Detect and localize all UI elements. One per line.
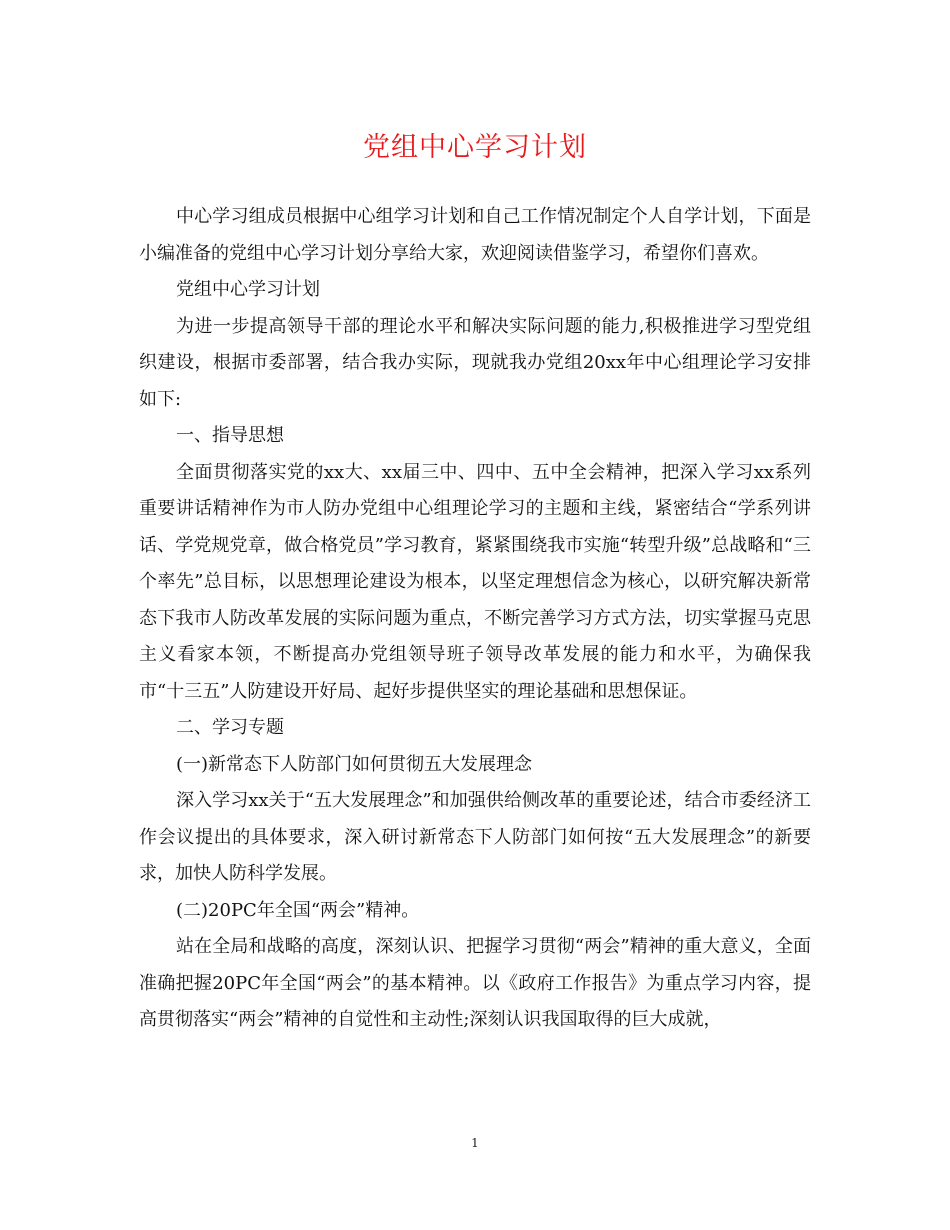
paragraph-purpose: 为进一步提高领导干部的理论水平和解决实际问题的能力,积极推进学习型党组织建设，根据市委部署，结合我办实际，现就我办党组20xx年中心组理论学习安排如下: bbox=[139, 315, 811, 410]
paragraph-guiding-thought: 全面贯彻落实党的xx大、xx届三中、四中、五中全会精神，把深入学习xx系列重要讲话精神作为市人防办党组中心组理论学习的主题和主线，紧密结合“学系列讲话、学党规党章，做合格党员”学习教育，紧紧围绕我市实施“转型升级”总战略和“三个率先”总目标，以思想理论建设为根本，以坚定理想信念为核心，以研究解决新常态下我市人防改革发展的实际问题为重点，不断完善学习方式方法，切实掌握马克思主义看家本领，不断提高办党组领导班子领导改革发展的能力和水平，为确保我市“十三五”人防建设开好局、起好步提供坚实的理论基础和思想保证。 bbox=[139, 461, 811, 702]
document-title: 党组中心学习计划 bbox=[363, 132, 587, 163]
document-body bbox=[139, 199, 811, 1039]
section-heading-study-topics: 二、学习专题 bbox=[176, 717, 284, 738]
paragraph-topic-2: 站在全局和战略的高度，深刻认识、把握学习贯彻“两会”精神的重大意义，全面准确把握20PC年全国“两会”的基本精神。以《政府工作报告》为重点学习内容，提高贯彻落实“两会”精神的自觉性和主动性;深刻认识我国取得的巨大成就， bbox=[139, 936, 811, 1030]
topic-heading-2: (二)20PC年全国“两会”精神。 bbox=[176, 899, 420, 921]
paragraph-topic-1: 深入学习xx关于“五大发展理念”和加强供给侧改革的重要论述，结合市委经济工作会议提出的具体要求，深入研讨新常态下人防部门如何按“五大发展理念”的新要求，加快人防科学发展。 bbox=[139, 790, 811, 884]
paragraph-intro: 中心学习组成员根据中心组学习计划和自己工作情况制定个人自学计划，下面是小编准备的党组中心学习计划分享给大家，欢迎阅读借鉴学习，希望你们喜欢。 bbox=[139, 206, 811, 264]
paragraph-subtitle: 党组中心学习计划 bbox=[176, 279, 320, 300]
page-number: 1 bbox=[471, 1136, 479, 1150]
topic-heading-1: (一)新常态下人防部门如何贯彻五大发展理念 bbox=[176, 753, 533, 775]
section-heading-guiding-thought: 一、指导思想 bbox=[176, 425, 284, 446]
